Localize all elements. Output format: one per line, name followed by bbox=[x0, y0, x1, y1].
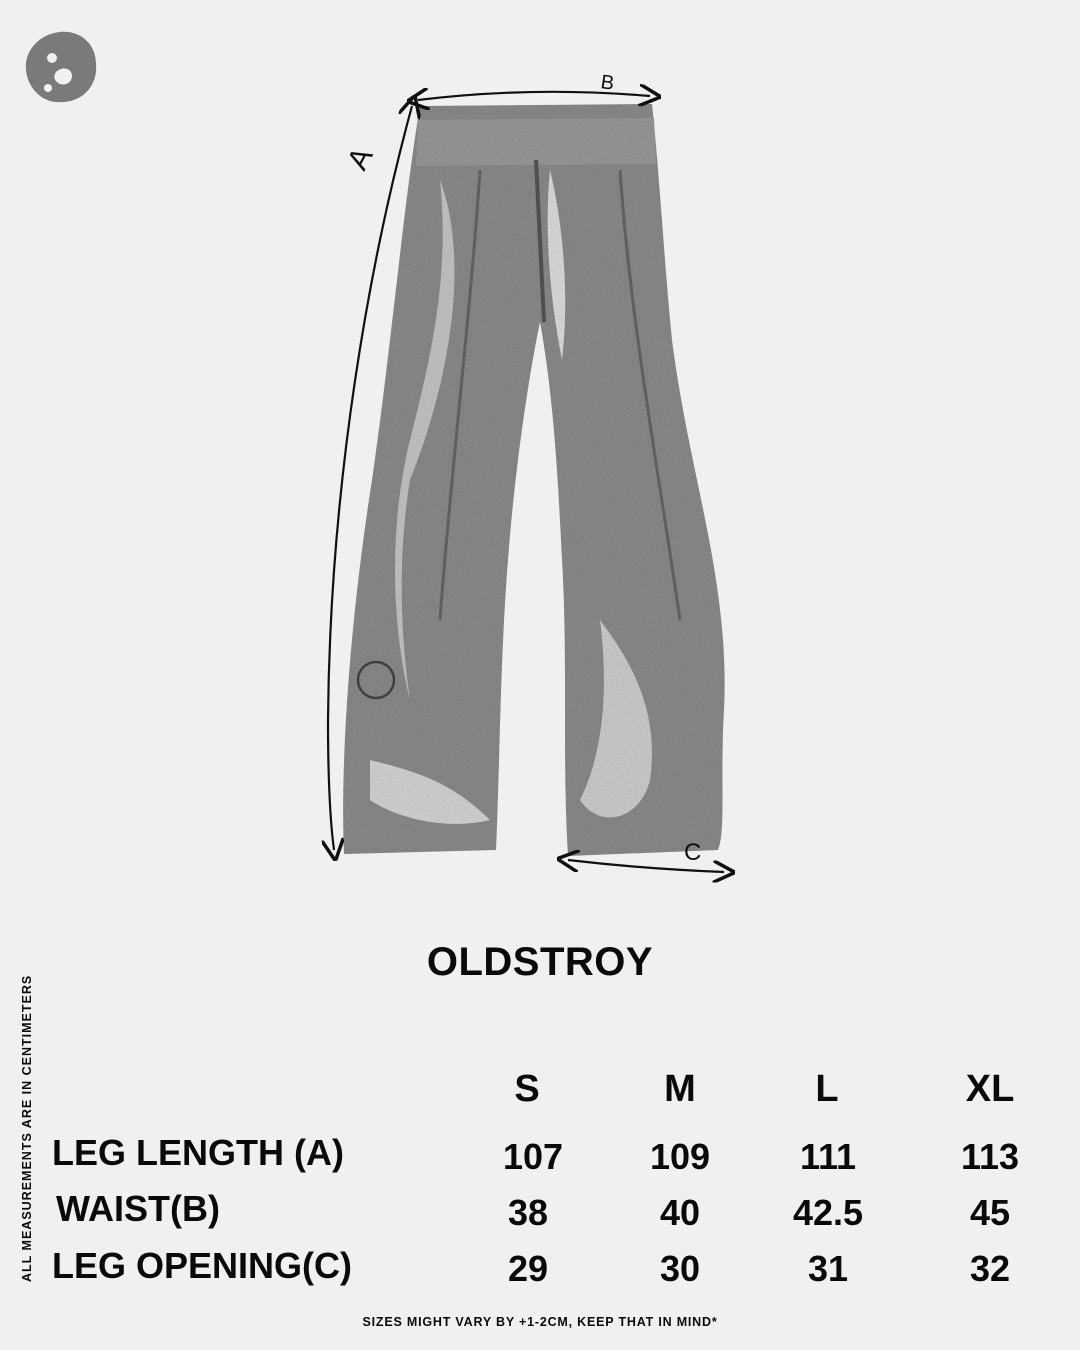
blob-logo-icon bbox=[22, 28, 100, 106]
leg-opening-xl: 32 bbox=[969, 1248, 1011, 1289]
size-variance-footnote: SIZES MIGHT VARY BY +1-2CM, KEEP THAT IN MIND* bbox=[362, 1315, 718, 1329]
row-label-waist: WAIST(B) bbox=[56, 1188, 220, 1229]
leg-length-xl: 113 bbox=[960, 1136, 1020, 1177]
size-header-s: S bbox=[514, 1068, 540, 1110]
product-title: OLDSTROY bbox=[426, 940, 654, 984]
waist-l: 42.5 bbox=[792, 1192, 864, 1233]
waist-measure-arrow bbox=[418, 92, 650, 100]
size-header-xl: XL bbox=[965, 1068, 1015, 1110]
row-label-leg-opening: LEG OPENING(C) bbox=[52, 1245, 353, 1286]
label-b: B bbox=[599, 71, 616, 95]
leg-opening-l: 31 bbox=[807, 1248, 849, 1289]
measurement-unit-note: ALL MEASUREMENTS ARE IN CENTIMETERS bbox=[20, 974, 34, 1282]
leg-length-s: 107 bbox=[502, 1136, 564, 1177]
pants-illustration bbox=[343, 104, 724, 856]
size-header-m: M bbox=[664, 1068, 696, 1110]
leg-opening-s: 29 bbox=[507, 1248, 549, 1289]
label-a: A bbox=[341, 142, 380, 176]
leg-length-l: 111 bbox=[799, 1136, 857, 1177]
leg-opening-m: 30 bbox=[659, 1248, 701, 1289]
leg-length-m: 109 bbox=[649, 1136, 711, 1177]
waist-xl: 45 bbox=[969, 1192, 1011, 1233]
label-c: C bbox=[684, 839, 702, 866]
row-label-leg-length: LEG LENGTH (A) bbox=[52, 1132, 344, 1173]
size-header-l: L bbox=[815, 1068, 839, 1110]
waist-m: 40 bbox=[659, 1192, 701, 1233]
pants-diagram bbox=[300, 60, 780, 900]
waist-s: 38 bbox=[507, 1192, 549, 1233]
